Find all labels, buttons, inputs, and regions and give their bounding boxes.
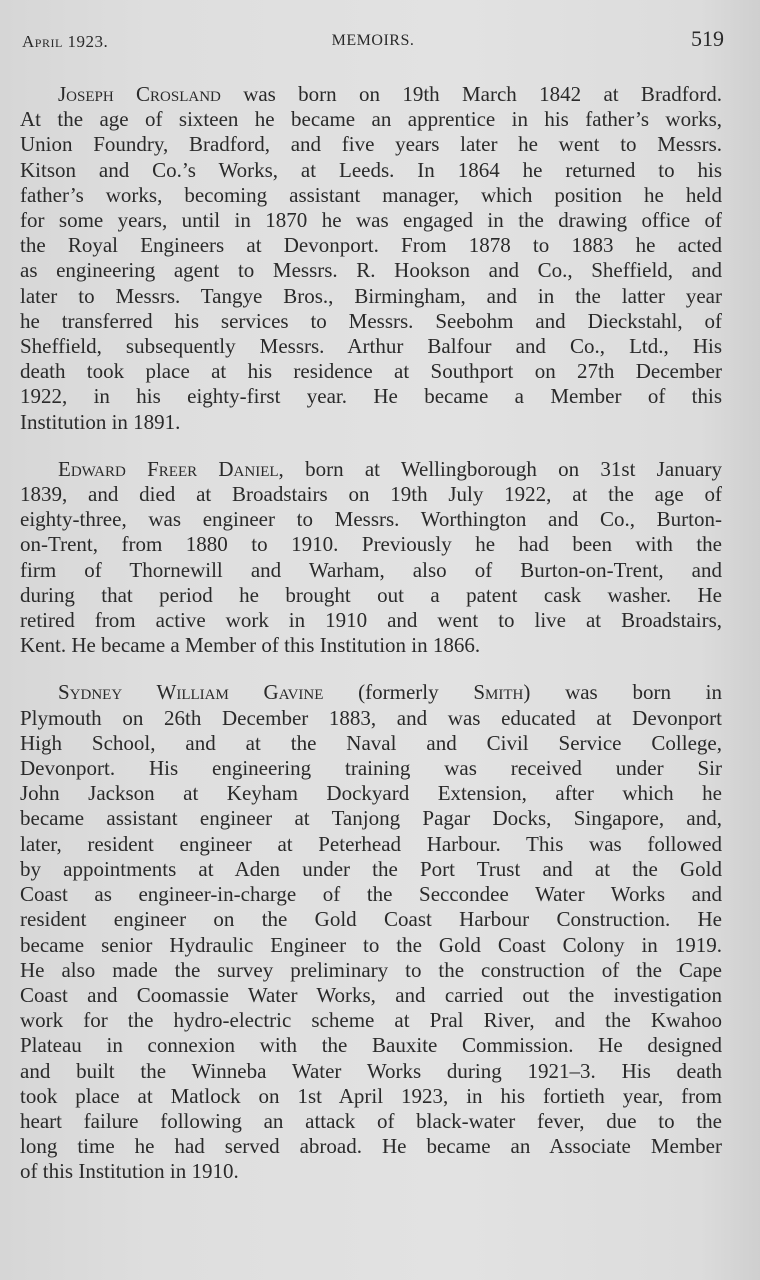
text-line: for some years, until in 1870 he was engaged in the drawing office of [20,208,722,233]
text-line: during that period he brought out a patent cask washer. He [20,582,722,607]
header-date: April 1923. [22,32,109,51]
text-line: Sheffield, subsequently Messrs. Arthur Balfour and Co., Ltd., His [20,334,722,359]
text-line: the Royal Engineers at Devonport. From 1878 to 1883 he acted [20,233,722,258]
text-line: eighty-three, was engineer to Messrs. Worthington and Co., Burton- [20,507,722,532]
text-line: took place at Matlock on 1st April 1923, in his fortieth year, from [20,1083,722,1108]
text-line: Kent. He became a Member of this Institution in 1866. [20,633,481,658]
text-line: Union Foundry, Bradford, and five years later he went to Messrs. [20,132,722,157]
text-line: death took place at his residence at Southport on 27th December [20,359,722,384]
memoir-name: Edward Freer Daniel [58,456,279,481]
text-line: John Jackson at Keyham Dockyard Extension, after which he [20,781,722,806]
text-line: 1839, and died at Broadstairs on 19th July 1922, at the age of [20,482,722,507]
text-line: father’s works, becoming assistant manager, which position he held [20,182,722,207]
text-line: later, resident engineer at Peterhead Harbour. This was followed [20,831,722,856]
text-line: Plymouth on 26th December 1883, and was educated at Devonport [20,705,722,730]
page-number: 519 [691,26,724,51]
text-line: Joseph Crosland was born on 19th March 1842 at Bradford. [58,82,722,106]
text-line: Kitson and Co.’s Works, at Leeds. In 1864 he returned to his [20,157,722,182]
text-line: High School, and at the Naval and Civil Service College, [20,730,722,755]
text-line: of this Institution in 1910. [20,1159,239,1184]
text-line: became assistant engineer at Tanjong Pagar Docks, Singapore, and, [20,806,722,831]
text-line: He also made the survey preliminary to the construction of the Cape [20,957,722,982]
text-line: long time he had served abroad. He became an Associate Member [20,1134,722,1159]
text-line: heart failure following an attack of black-water fever, due to the [20,1108,722,1133]
text-line: later to Messrs. Tangye Bros., Birmingham, and in the latter year [20,283,722,308]
text-line: work for the hydro-electric scheme at Pral River, and the Kwahoo [20,1008,722,1033]
text-line: retired from active work in 1910 and went to live at Broadstairs, [20,608,722,633]
text-line: Coast and Coomassie Water Works, and carried out the investigation [20,982,722,1007]
memoir-sydney-william-gavine [20,680,722,1184]
text-line: by appointments at Aden under the Port Trust and at the Gold [20,856,722,881]
text-line: Sydney William Gavine (formerly Smith) was born in [58,680,722,705]
page-header [22,26,724,56]
header-section: MEMOIRS. [331,32,415,49]
text-line: on-Trent, from 1880 to 1910. Previously he had been with the [20,532,722,557]
text-line: became senior Hydraulic Engineer to the Gold Coast Colony in 1919. [20,932,722,957]
memoir-name: Sydney William Gavine [58,680,324,705]
text-line: resident engineer on the Gold Coast Harbour Construction. He [20,907,722,932]
text-line: he transferred his services to Messrs. Seebohm and Dieckstahl, of [20,308,722,333]
text-line: Plateau in connexion with the Bauxite Commission. He designed [20,1033,722,1058]
text-line: Institution in 1891. [20,409,181,434]
text-line: firm of Thornewill and Warham, also of Burton-on-Trent, and [20,557,722,582]
text-line: Edward Freer Daniel, born at Wellingborough on 31st January [58,456,722,481]
text-line: At the age of sixteen he became an apprentice in his father’s works, [20,107,722,132]
former-name: Smith [473,680,524,705]
text-line: Coast as engineer-in-charge of the Seccondee Water Works and [20,882,722,907]
text-line: and built the Winneba Water Works during 1921–3. His death [20,1058,722,1083]
text-line: 1922, in his eighty-first year. He became a Member of this [20,384,722,409]
memoir-joseph-crosland [20,82,722,435]
memoir-edward-freer-daniel [20,457,722,659]
text-line: Devonport. His engineering training was received under Sir [20,756,722,781]
text-line: as engineering agent to Messrs. R. Hookson and Co., Sheffield, and [20,258,722,283]
memoir-name: Joseph Crosland [58,82,221,106]
page-body [20,82,722,1207]
